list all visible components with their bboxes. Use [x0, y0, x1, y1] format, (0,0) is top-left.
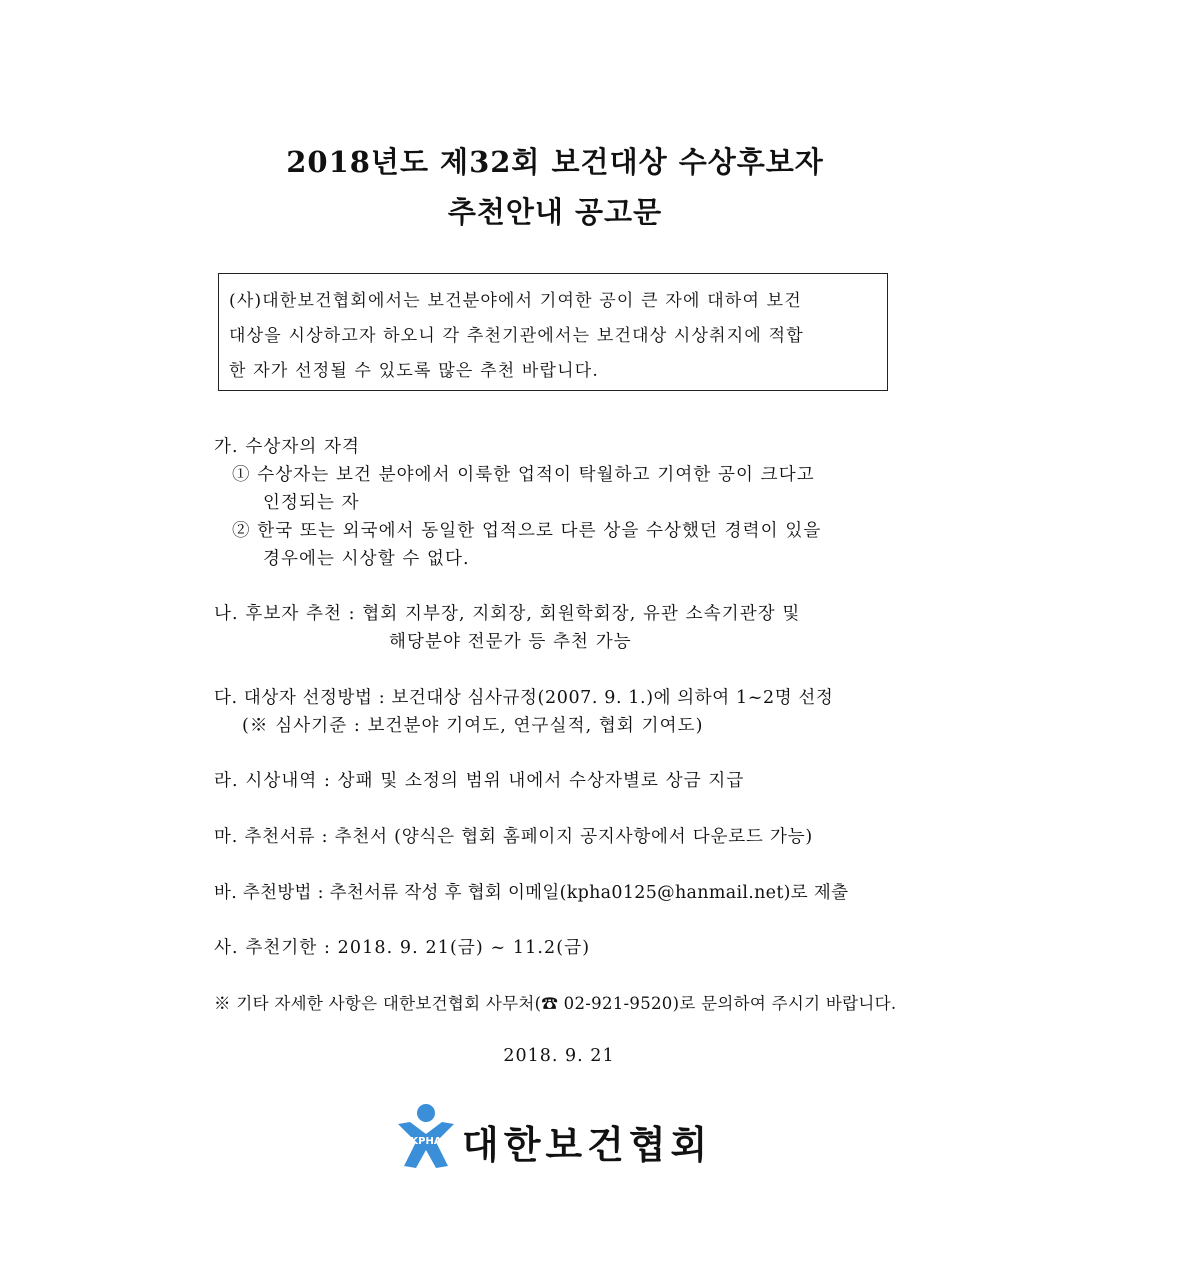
section-na-line1: 나. 후보자 추천 : 협회 지부장, 지회장, 회원학회장, 유관 소속기관장 및: [214, 604, 801, 624]
section-ga-item1-line2: 인정되는 자: [263, 493, 360, 513]
section-ga-item2-line1: ② 한국 또는 외국에서 동일한 업적으로 다른 상을 수상했던 경력이 있을: [232, 521, 822, 541]
section-da-line2: (※ 심사기준 : 보건분야 기여도, 연구실적, 협회 기여도): [242, 716, 704, 736]
section-ra-line: 라. 시상내역 : 상패 및 소정의 범위 내에서 수상자별로 상금 지급: [214, 771, 745, 791]
section-sa-line: 사. 추천기한 : 2018. 9. 21(금) ~ 11.2(금): [214, 938, 591, 958]
page-title-line2: 추천안내 공고문: [447, 195, 663, 229]
section-ga-item1-line1: ① 수상자는 보건 분야에서 이룩한 업적이 탁월하고 기여한 공이 크다고: [232, 465, 815, 485]
section-ma-line: 마. 추천서류 : 추천서 (양식은 협회 홈페이지 공지사항에서 다운로드 가능): [214, 827, 814, 847]
notice-date: 2018. 9. 21: [503, 1046, 615, 1066]
kpha-emblem-icon: [396, 1102, 456, 1170]
notice-line-1: (사)대한보건협회에서는 보건분야에서 기여한 공이 큰 자에 대하여 보건: [229, 291, 802, 311]
section-da-line1: 다. 대상자 선정방법 : 보건대상 심사규정(2007. 9. 1.)에 의하여 1~2명 선정: [214, 688, 834, 708]
page-title-line1: 2018년도 제32회 보건대상 수상후보자: [286, 145, 824, 179]
notice-line-3: 한 자가 선정될 수 있도록 많은 추천 바랍니다.: [229, 361, 600, 381]
section-ga-item2-line2: 경우에는 시상할 수 없다.: [263, 549, 470, 569]
logo-emblem-text: KPHA: [410, 1136, 442, 1147]
notice-box: [218, 273, 888, 391]
section-ba-line: 바. 추천방법 : 추천서류 작성 후 협회 이메일(kpha0125@hanmail.net)로 제출: [214, 883, 849, 903]
section-ga-heading: 가. 수상자의 자격: [214, 437, 361, 457]
logo-org-name: 대한보건협회: [462, 1123, 713, 1167]
section-na-line2: 해당분야 전문가 등 추천 가능: [389, 632, 632, 652]
notice-line-2: 대상을 시상하고자 하오니 각 추천기관에서는 보건대상 시상취지에 적합: [229, 326, 804, 346]
section-etc-line: ※ 기타 자세한 사항은 대한보건협회 사무처(☎ 02-921-9520)로 문의하여 주시기 바랍니다.: [214, 994, 897, 1013]
